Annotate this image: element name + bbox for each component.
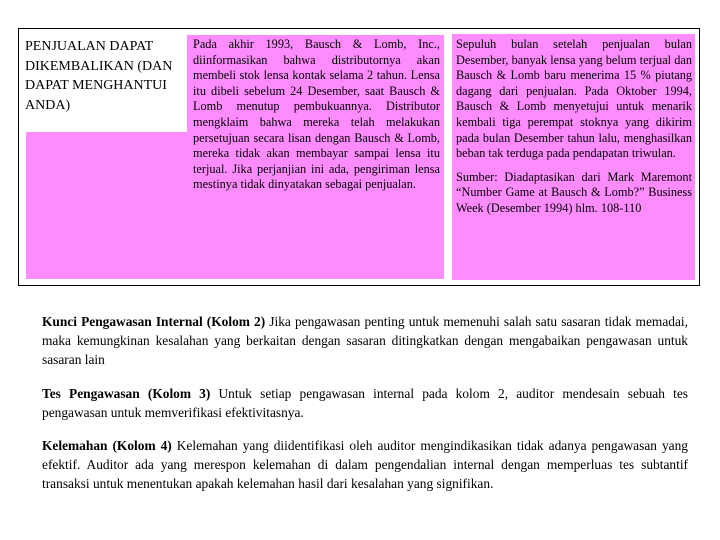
definition-paragraph bbox=[42, 312, 688, 370]
definition-paragraph bbox=[42, 384, 688, 422]
definition-term: Tes Pengawasan (Kolom 3) bbox=[42, 385, 211, 401]
definition-paragraph bbox=[42, 436, 688, 494]
definition-text: Untuk setiap pengawasan internal pada kolom 2, auditor mendesain sebuah tes pengawasan untuk memverifikasi efektivitasnya. bbox=[42, 385, 688, 420]
case-column-2: Pada akhir 1993, Bausch & Lomb, Inc., diinformasikan bahwa distributornya akan membeli stok lensa kontak selama 2 tahun. Lensa itu dibeli sebelum 24 Desember, saat Bausch & Lomb menutup pembukuannya. Distributor mengklaim bahwa mereka telah melakukan persetujuan secara lisan dengan Bausch & Lomb, mereka tidak akan membayar sampai lensa itu terjual. Jika perjanjian ini ada, pengiriman lensa mestinya tidak dinyatakan sebagai penjualan. bbox=[193, 37, 440, 192]
case-source: Sumber: Diadaptasikan dari Mark Maremont “Number Game at Bausch & Lomb?” Business Week (Desember 1994) hlm. 108-110 bbox=[456, 169, 692, 215]
definitions bbox=[42, 312, 688, 508]
case-title: PENJUALAN DAPAT DIKEMBALIKAN (DAN DAPAT MENGHANTUI ANDA) bbox=[25, 39, 173, 113]
definition-term: Kelemahan (Kolom 4) bbox=[42, 438, 172, 454]
definition-term: Kunci Pengawasan Internal (Kolom 2) bbox=[42, 314, 266, 329]
case-column-3-text: Sepuluh bulan setelah penjualan bulan Desember, banyak lensa yang belum terjual dan Bausch & Lomb baru menerima 15 % piutang dagang dari penjualan. Pada Oktober 1994, Bausch & Lomb menyetujui untuk menarik kembali tiga perempat stoknya yang dikirim pada bulan Desember tahun lalu, menghasilkan beban tak terduga pada pendapatan triwulan. bbox=[456, 37, 692, 161]
definition-text: Kelemahan yang diidentifikasi oleh auditor mengindikasikan tidak adanya pengawasan yang efektif. Auditor ada yang merespon kelemahan di dalam pengendalian internal dengan memperluas tes subtantif transaksi untuk menentukan apakah kelemahan hasil dari kesalahan yang signifikan. bbox=[42, 438, 688, 492]
definition-text: Jika pengawasan penting untuk memenuhi salah satu sasaran tidak memadai, maka kemungkinan kesalahan yang berkaitan dengan sasaran ditingkatkan dengan mengabaikan pengawasan untuk sasaran lain bbox=[42, 314, 688, 368]
case-column-3 bbox=[456, 37, 692, 217]
case-study-box bbox=[18, 28, 700, 286]
